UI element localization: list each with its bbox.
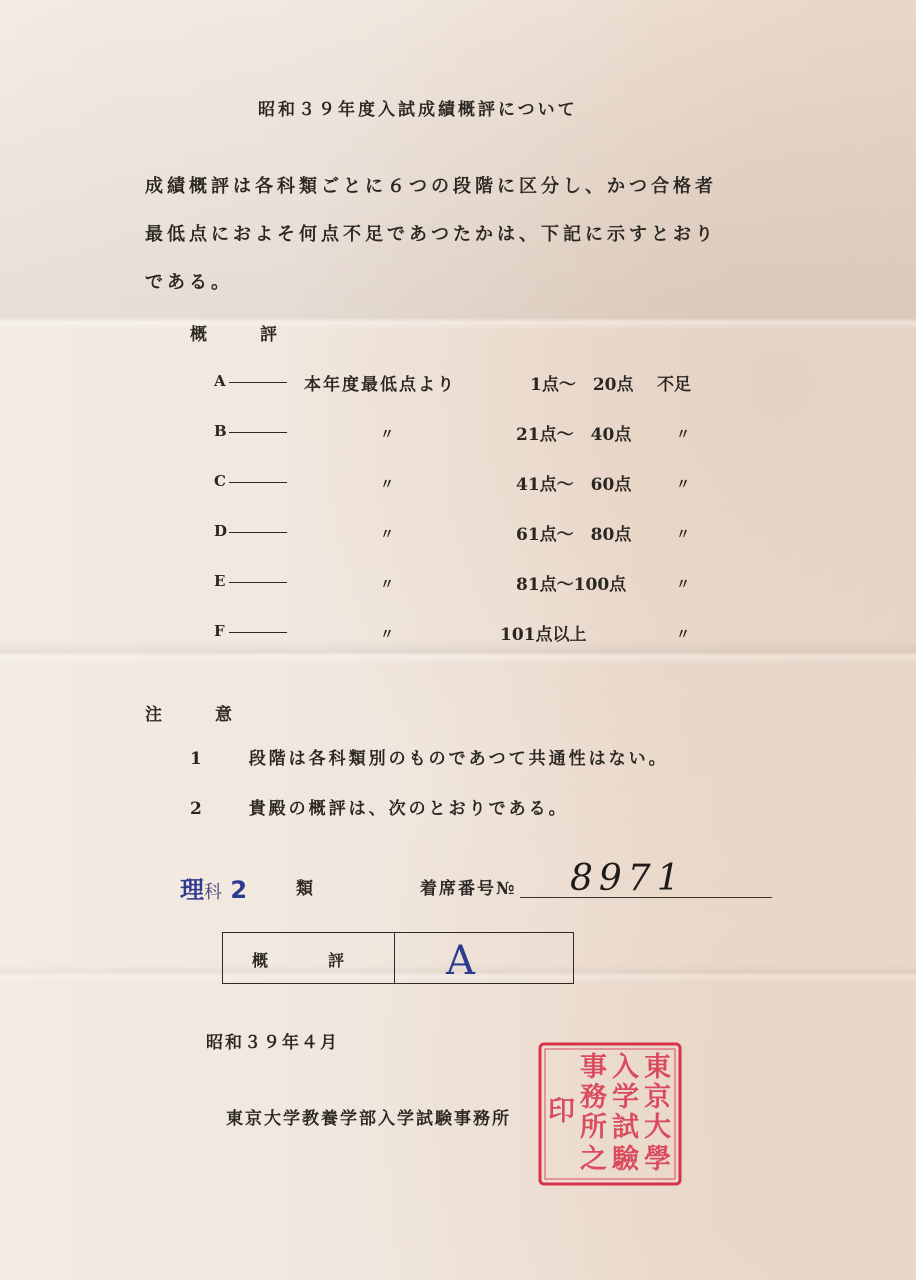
grade-range-e: 81点～100点: [516, 575, 627, 595]
intro-line-2: 最低点におよそ何点不足であつたかは、下記に示すとおり: [145, 224, 717, 245]
category-number: 2: [230, 876, 248, 904]
grade-suffix-e: 〃: [676, 577, 690, 593]
category-ka: 科: [204, 882, 222, 903]
seal-col-2-low: 試: [612, 1112, 639, 1143]
grade-dash-d: [229, 532, 287, 533]
intro-line-3: である。: [145, 272, 233, 293]
seat-number-value: 8971: [570, 858, 686, 899]
category-rui: 類: [296, 879, 314, 899]
grade-dash-c: [229, 482, 287, 483]
seal-col-3-mid: 務: [580, 1082, 607, 1113]
grade-letter-f: F: [214, 622, 225, 640]
grade-range-f: 101点以上: [500, 625, 587, 645]
seat-number-underline: [520, 897, 772, 898]
grade-ditto-e: 〃: [380, 577, 394, 593]
grade-range-d: 61点～ 80点: [516, 525, 632, 545]
seal-col-2-mid: 学: [612, 1082, 639, 1113]
grade-ditto-f: 〃: [380, 627, 394, 643]
note-2-number: 2: [190, 799, 205, 819]
seal-col-3-low: 所: [580, 1112, 607, 1143]
grade-suffix-c: 〃: [676, 477, 690, 493]
seal-col-3-bot: 之: [580, 1144, 607, 1175]
grade-range-a: 1点～ 20点: [530, 375, 634, 395]
grade-box-value: A: [446, 938, 475, 984]
grade-dash-a: [229, 382, 287, 383]
grade-suffix-b: 〃: [676, 427, 690, 443]
grade-letter-e: E: [214, 572, 226, 590]
note-1: [190, 744, 669, 769]
seat-number-label: 着席番号№: [420, 879, 517, 899]
issue-date: 昭和３９年４月: [206, 1033, 339, 1053]
grade-suffix-f: 〃: [676, 627, 690, 643]
category-main: 理: [180, 876, 204, 904]
note-1-number: 1: [190, 749, 205, 769]
note-1-text: 段階は各科類別のものであつて共通性はない。: [248, 749, 669, 769]
seal-col-1-top: 東: [644, 1052, 671, 1083]
grade-range-b: 21点～ 40点: [516, 425, 632, 445]
grade-box-label: 概評: [252, 951, 405, 970]
grade-dash-b: [229, 432, 287, 433]
grade-ditto-d: 〃: [380, 527, 394, 543]
seal-col-1-mid: 京: [644, 1082, 671, 1113]
document-title: 昭和３９年度入試成績概評について: [258, 100, 578, 120]
issuing-office: 東京大学教養学部入学試験事務所: [226, 1109, 511, 1129]
seal-col-1-bot: 學: [644, 1144, 671, 1175]
grade-dash-e: [229, 582, 287, 583]
official-seal: [536, 1040, 684, 1188]
note-2-text: 貴殿の概評は、次のとおりである。: [248, 799, 569, 819]
seal-col-1-low: 大: [644, 1112, 671, 1143]
grade-letter-a: A: [214, 372, 226, 390]
seal-col-3-top: 事: [580, 1052, 607, 1083]
seal-col-2-top: 入: [612, 1052, 639, 1083]
note-2: [190, 794, 569, 819]
notes-heading: 注 意: [145, 705, 250, 725]
grade-letter-c: C: [214, 472, 226, 490]
grade-dash-f: [229, 632, 287, 633]
intro-line-1: 成績概評は各科類ごとに６つの段階に区分し、かつ合格者: [145, 176, 717, 197]
grade-ditto-c: 〃: [380, 477, 394, 493]
grades-heading: 概 評: [190, 325, 295, 345]
seal-col-2-bot: 驗: [612, 1144, 639, 1175]
grade-prefix-a: 本年度最低点より: [304, 375, 456, 395]
grade-suffix-a: 不足: [657, 375, 691, 395]
grade-ditto-b: 〃: [380, 427, 394, 443]
seal-col-4: 印: [548, 1096, 575, 1127]
grade-suffix-d: 〃: [676, 527, 690, 543]
category-stamp: [180, 870, 247, 905]
grade-letter-d: D: [214, 522, 228, 540]
grade-letter-b: B: [214, 422, 227, 440]
grade-range-c: 41点～ 60点: [516, 475, 632, 495]
